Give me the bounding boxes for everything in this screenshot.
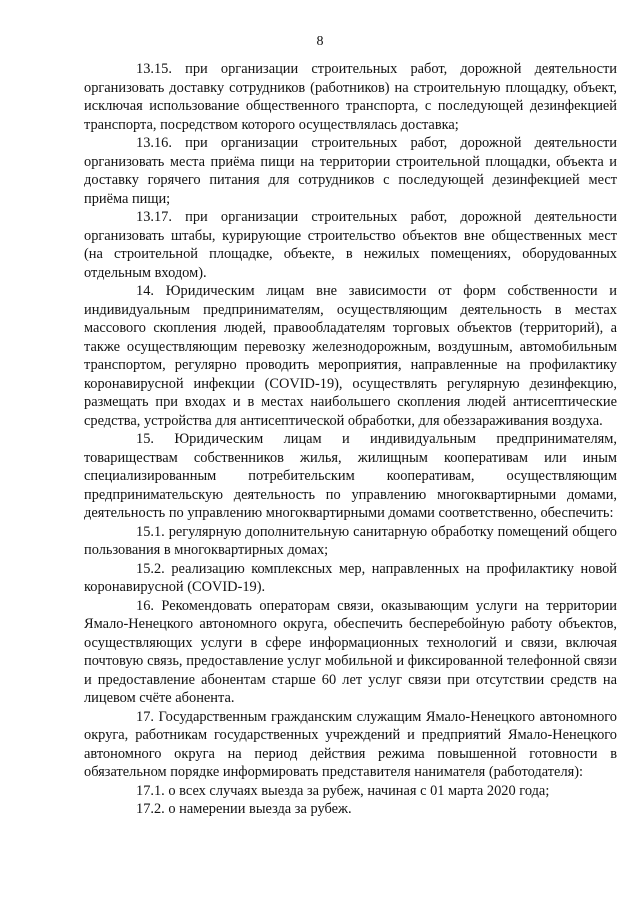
paragraph-17-2: 17.2. о намерении выезда за рубеж. [136,801,352,817]
paragraph-15-1: 15.1. регулярную дополнительную санитарную обработку помещений общего пользования в многоквартирных домах; [84,523,617,558]
paragraph-17-1: 17.1. о всех случаях выезда за рубеж, начиная с 01 марта 2020 года; [136,782,550,799]
paragraph-17: 17. Государственным гражданским служащим Ямало-Ненецкого автономного округа, работникам государственных учреждений и предприятий Ямало-Ненецкого автономного округа на период действия режима повышенной готовности в обязательном порядке информировать представителя нанимателя (работодателя): [84,708,617,780]
paragraph-13-15: 13.15. при организации строительных работ, дорожной деятельности организовать доставку сотрудников (работников) на строительную площадку, объект, исключая использование общественного транспорта, с последующей дезинфекцией транспорта, посредством которого осуществлялась доставка; [84,61,617,133]
paragraph-14: 14. Юридическим лицам вне зависимости от форм собственности и индивидуальным предпринимателям, осуществляющим деятельность в местах массового скопления людей, правообладателям торговых объектов (территорий), а также осуществляющим перевозку железнодорожным, воздушным, автомобильным транспортом, регулярно проводить мероприятия, направленные на профилактику коронавирусной инфекции (COVID-19), осуществлять регулярную дезинфекцию, размещать при входах и в местах наибольшего скопления людей антисептические средства, устройства для антисептической обработки, для обеззараживания воздуха. [84,283,617,429]
paragraph-13-17: 13.17. при организации строительных работ, дорожной деятельности организовать штабы, курирующие строительство объектов вне общественных мест (на строительной площадке, объекте, в нежилых помещениях, оборудованных отдельным входом). [84,209,617,281]
paragraph-13-16: 13.16. при организации строительных работ, дорожной деятельности организовать места приёма пищи на территории строительной площадки, объекта и доставку горячего питания для сотрудников с последующей дезинфекцией мест приёма пищи; [84,135,617,207]
paragraph-15: 15. Юридическим лицам и индивидуальным предпринимателям, товариществам собственников жилья, жилищным кооперативам или иным специализированным потребительским кооперативам, осуществляющим предпринимательскую деятельность по управлению многоквартирными домами, деятельность по управлению многоквартирными домами соответственно, обеспечить: [84,431,617,521]
document-body [84,60,617,819]
paragraph-16: 16. Рекомендовать операторам связи, оказывающим услуги на территории Ямало-Ненецкого автономного округа, обеспечить бесперебойную работу объектов, осуществляющих услуги в сфере информационных технологий и связи, включая почтовую связь, предоставление услуг мобильной и фиксированной телефонной связи и предоставление абонентам старше 60 лет услуг связи при отсутствии средств на лицевом счёте абонента. [84,597,617,706]
paragraph-15-2: 15.2. реализацию комплексных мер, направленных на профилактику новой коронавирусной (COVID-19). [84,560,617,595]
page-number: 8 [316,34,324,49]
